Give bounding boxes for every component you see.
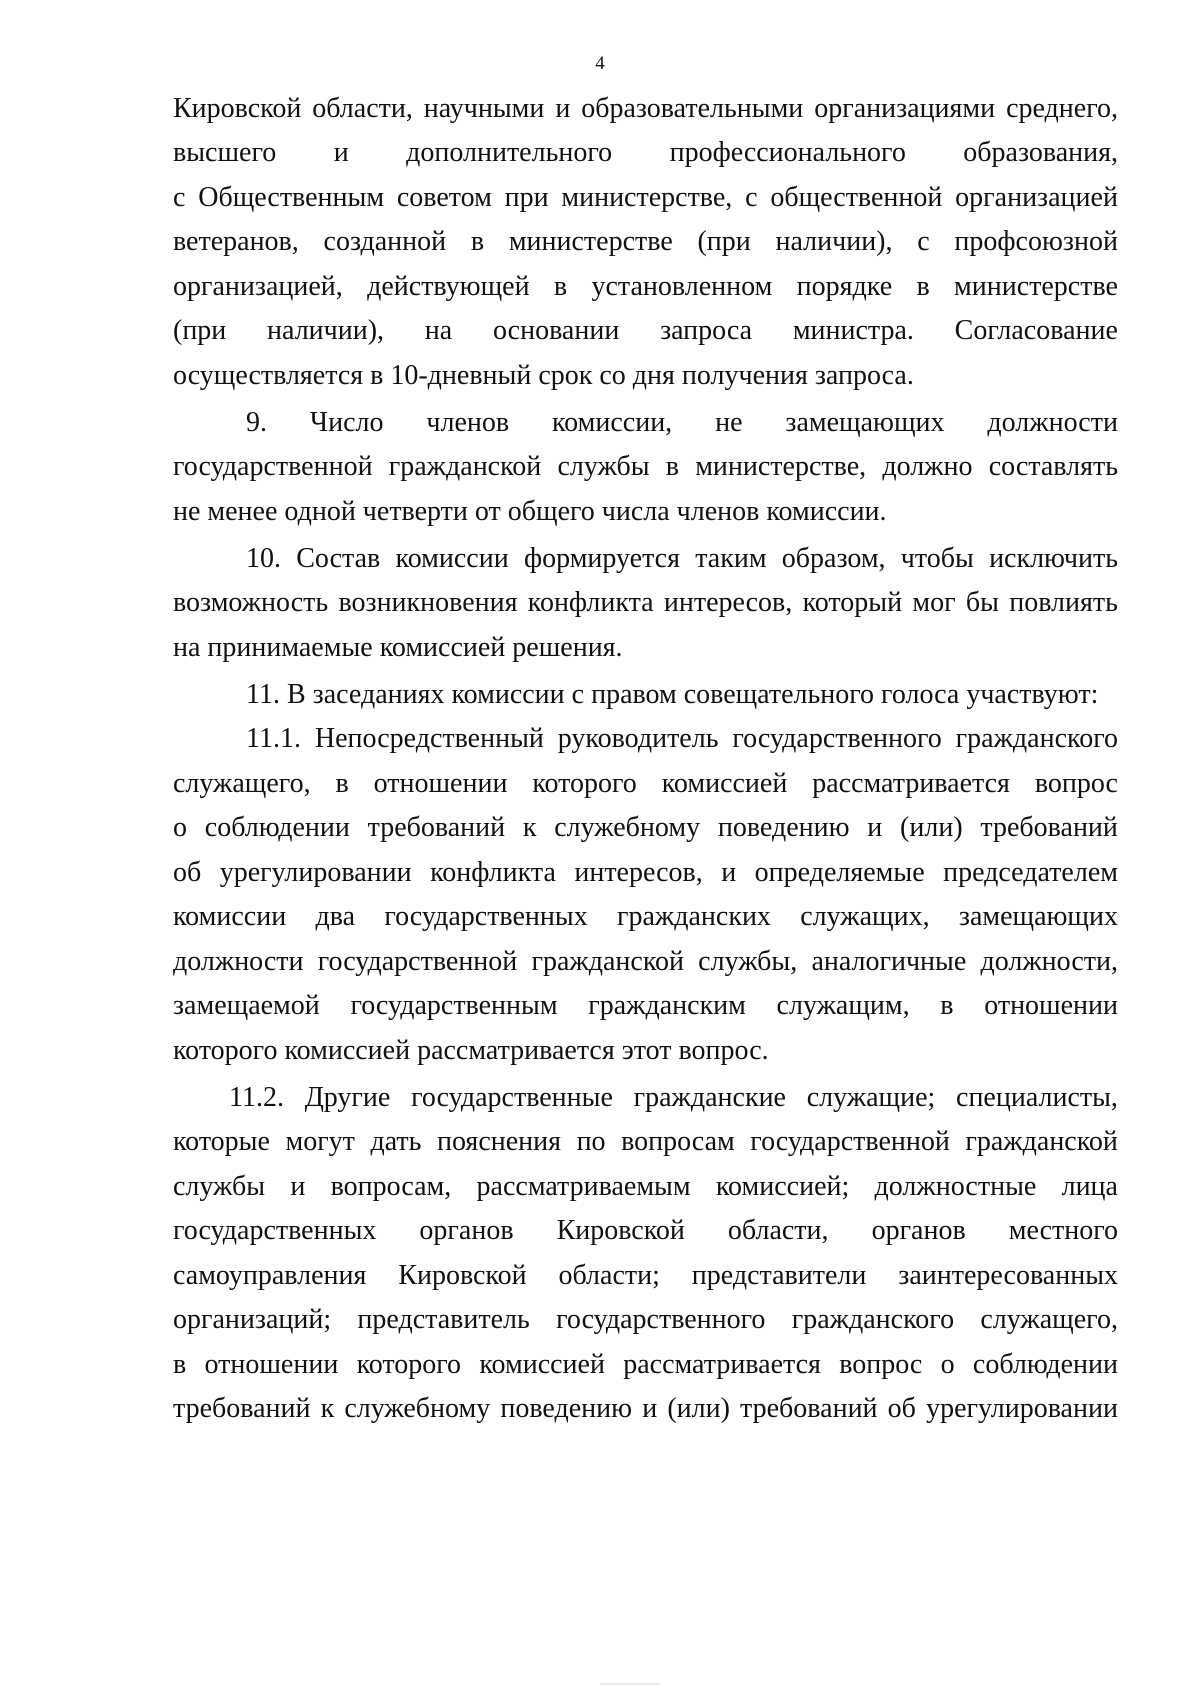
paragraph-11-line-1: 11. В заседаниях комиссии с правом совещательного голоса участвуют: bbox=[246, 679, 1099, 710]
paragraph-11-1-line-8: которого комиссией рассматривается этот вопрос. bbox=[173, 1035, 769, 1066]
word: и bbox=[555, 93, 571, 124]
word: замещающих bbox=[785, 407, 945, 438]
text-line-2 bbox=[173, 131, 1118, 175]
paragraph-11-2-line-2 bbox=[173, 1120, 1118, 1164]
word: в bbox=[470, 226, 485, 257]
word: 11.1. bbox=[246, 723, 301, 754]
word: области; bbox=[558, 1260, 660, 1291]
word: которые bbox=[173, 1126, 270, 1157]
word: аналогичные bbox=[811, 946, 967, 977]
paragraph-9-line-2 bbox=[173, 445, 1118, 489]
word: местного bbox=[1008, 1215, 1118, 1246]
word: пояснения bbox=[436, 1126, 562, 1157]
word: организациями bbox=[814, 93, 996, 124]
word: области, bbox=[312, 93, 413, 124]
word: высшего bbox=[173, 137, 277, 168]
word: урегулировании bbox=[219, 857, 412, 888]
word: Кировской bbox=[173, 93, 302, 124]
word: гражданской bbox=[388, 451, 542, 482]
word: и bbox=[290, 1171, 306, 1202]
word: государственной bbox=[173, 451, 373, 482]
word: Непосредственный bbox=[314, 723, 544, 754]
word: в bbox=[553, 271, 568, 302]
word: (при bbox=[173, 315, 227, 346]
word: советом bbox=[396, 182, 492, 213]
word: в bbox=[916, 271, 930, 302]
scan-artifact bbox=[600, 1683, 660, 1685]
word: профессионального bbox=[669, 137, 906, 168]
word: и bbox=[642, 1393, 658, 1424]
word: которого bbox=[356, 1349, 462, 1380]
paragraph-11-2-line-3 bbox=[173, 1165, 1118, 1209]
word: поведению bbox=[500, 1393, 633, 1424]
word: рассматриваемым bbox=[476, 1171, 691, 1202]
word: требований bbox=[367, 812, 506, 843]
word: служебному bbox=[554, 812, 701, 843]
word: служебному bbox=[344, 1393, 491, 1424]
word: министерстве bbox=[508, 226, 673, 257]
paragraph-11-2-line-6 bbox=[173, 1298, 1118, 1342]
word: созданной bbox=[323, 226, 447, 257]
paragraph-11-2-line-7 bbox=[173, 1343, 1118, 1387]
text-line-5 bbox=[173, 265, 1118, 309]
word: профсоюзной bbox=[954, 226, 1118, 257]
word: государственные bbox=[411, 1082, 613, 1113]
word: среднего, bbox=[1006, 93, 1118, 124]
paragraph-10-line-3: на принимаемые комиссией решения. bbox=[173, 632, 623, 663]
word: основании bbox=[492, 315, 620, 346]
text-line-1 bbox=[173, 87, 1118, 131]
word: о bbox=[940, 1349, 955, 1380]
word: бы bbox=[965, 587, 999, 618]
word: замещающих bbox=[958, 901, 1118, 932]
word: Кировской bbox=[556, 1215, 685, 1246]
word: поведению bbox=[717, 812, 850, 843]
word: урегулировании bbox=[926, 1393, 1118, 1424]
word: Число bbox=[309, 407, 384, 438]
paragraph-11-2-line-1 bbox=[229, 1076, 1118, 1120]
word: возможность bbox=[173, 587, 329, 618]
paragraph-9-line-3: не менее одной четверти от общего числа членов комиссии. bbox=[173, 496, 887, 527]
word: требований bbox=[980, 812, 1118, 843]
word: повлиять bbox=[1009, 587, 1118, 618]
word: комиссии, bbox=[552, 407, 673, 438]
word: мог bbox=[912, 587, 956, 618]
word: по bbox=[576, 1126, 606, 1157]
word: вопрос bbox=[839, 1349, 923, 1380]
word: порядке bbox=[796, 271, 893, 302]
word: службы, bbox=[698, 946, 798, 977]
word: заинтересованных bbox=[898, 1260, 1118, 1291]
word: и bbox=[867, 812, 883, 843]
word: службы bbox=[557, 451, 650, 482]
paragraph-11-1-line-5 bbox=[173, 895, 1118, 939]
word: 11.2. bbox=[229, 1082, 284, 1113]
word: Кировской bbox=[398, 1260, 527, 1291]
word: в bbox=[940, 990, 954, 1021]
word: об bbox=[173, 857, 202, 888]
paragraph-9-line-1 bbox=[246, 401, 1118, 445]
word: государственных bbox=[173, 1215, 377, 1246]
word: отношении bbox=[373, 768, 508, 799]
word: организацией bbox=[955, 182, 1118, 213]
word: комиссией bbox=[661, 768, 788, 799]
word: (при bbox=[697, 226, 751, 257]
word: комиссией; bbox=[715, 1171, 850, 1202]
paragraph-11-1-line-7 bbox=[173, 984, 1118, 1028]
word: наличии), bbox=[267, 315, 385, 346]
word: чтобы bbox=[900, 543, 974, 574]
word: дать bbox=[370, 1126, 422, 1157]
word: определяемые bbox=[754, 857, 925, 888]
word: возникновения bbox=[338, 587, 518, 618]
word: рассматривается bbox=[812, 768, 1010, 799]
word: гражданской bbox=[531, 946, 684, 977]
word: должности bbox=[173, 946, 304, 977]
word: вопросам, bbox=[330, 1171, 452, 1202]
word: к bbox=[320, 1393, 335, 1424]
word: таким bbox=[695, 543, 767, 574]
word: гражданским bbox=[588, 990, 746, 1021]
word: комиссии bbox=[173, 901, 287, 932]
word: служащего, bbox=[173, 768, 311, 799]
word: отношении bbox=[204, 1349, 339, 1380]
paragraph-11-2-line-8 bbox=[173, 1387, 1118, 1431]
word: исключить bbox=[989, 543, 1118, 574]
word: действующей bbox=[367, 271, 530, 302]
word: ветеранов, bbox=[173, 226, 299, 257]
word: государственных bbox=[384, 901, 588, 932]
word: гражданских bbox=[617, 901, 771, 932]
word: 10. bbox=[246, 543, 281, 574]
paragraph-11-1-line-1 bbox=[246, 717, 1118, 761]
word: дополнительного bbox=[406, 137, 613, 168]
word: Общественным bbox=[198, 182, 385, 213]
word: служащие; bbox=[806, 1082, 936, 1113]
word: организацией, bbox=[173, 271, 343, 302]
word: председателем bbox=[943, 857, 1118, 888]
word: установленном bbox=[591, 271, 773, 302]
word: гражданского bbox=[955, 723, 1118, 754]
word: членов bbox=[426, 407, 510, 438]
word: конфликта bbox=[430, 857, 556, 888]
word: государственным bbox=[350, 990, 558, 1021]
word: организаций; bbox=[173, 1304, 332, 1335]
word: об bbox=[887, 1393, 916, 1424]
text-line-6 bbox=[173, 309, 1118, 353]
word: с bbox=[745, 182, 758, 213]
word: который bbox=[802, 587, 903, 618]
word: гражданского bbox=[791, 1304, 955, 1335]
word: соблюдении bbox=[204, 812, 350, 843]
word: вопросам bbox=[621, 1126, 735, 1157]
word: лица bbox=[1061, 1171, 1118, 1202]
word: вопрос bbox=[1034, 768, 1118, 799]
word: соблюдении bbox=[972, 1349, 1118, 1380]
word: в bbox=[173, 1349, 187, 1380]
word: (или) bbox=[667, 1393, 730, 1424]
word: министерстве, bbox=[561, 182, 733, 213]
word: запроса bbox=[660, 315, 753, 346]
word: специалисты, bbox=[956, 1082, 1118, 1113]
paragraph-10-line-2 bbox=[173, 581, 1118, 625]
word: и bbox=[333, 137, 349, 168]
word: интересов, bbox=[574, 857, 703, 888]
word: наличии), bbox=[775, 226, 893, 257]
paragraph-11-1-line-2 bbox=[173, 762, 1118, 806]
word: государственного bbox=[556, 1304, 766, 1335]
word: не bbox=[715, 407, 743, 438]
word: интересов, bbox=[663, 587, 793, 618]
word: замещаемой bbox=[173, 990, 320, 1021]
word: гражданской bbox=[965, 1126, 1118, 1157]
word: области, bbox=[727, 1215, 829, 1246]
word: представитель bbox=[357, 1304, 530, 1335]
word: должно bbox=[882, 451, 973, 482]
text-line-7: осуществляется в 10-дневный срок со дня получения запроса. bbox=[173, 360, 914, 391]
page-number: 4 bbox=[595, 53, 605, 74]
word: составлять bbox=[988, 451, 1118, 482]
word: министерстве bbox=[954, 271, 1118, 302]
word: в bbox=[335, 768, 349, 799]
word: должностные bbox=[874, 1171, 1037, 1202]
word: требований bbox=[173, 1393, 311, 1424]
word: должности, bbox=[980, 946, 1118, 977]
word: руководитель bbox=[557, 723, 719, 754]
word: государственного bbox=[732, 723, 942, 754]
word: конфликта bbox=[527, 587, 654, 618]
word: образовательными bbox=[581, 93, 804, 124]
paragraph-11-2-line-4 bbox=[173, 1209, 1118, 1253]
word: комиссией bbox=[479, 1349, 605, 1380]
text-line-4 bbox=[173, 220, 1118, 264]
word: служащих, bbox=[800, 901, 930, 932]
word: и bbox=[721, 857, 737, 888]
word: органов bbox=[419, 1215, 514, 1246]
word: министерстве, bbox=[695, 451, 867, 482]
word: государственной bbox=[750, 1126, 950, 1157]
word: общественной bbox=[770, 182, 943, 213]
paragraph-11-1-line-4 bbox=[173, 851, 1118, 895]
word: на bbox=[424, 315, 453, 346]
word: которого bbox=[532, 768, 637, 799]
word: в bbox=[665, 451, 679, 482]
paragraph-11-1-line-6 bbox=[173, 940, 1118, 984]
word: государственной bbox=[317, 946, 518, 977]
word: научными bbox=[423, 93, 545, 124]
word: требований bbox=[740, 1393, 878, 1424]
word: службы bbox=[173, 1171, 266, 1202]
word: к bbox=[522, 812, 537, 843]
word: Другие bbox=[304, 1082, 391, 1113]
text-line-3 bbox=[173, 176, 1118, 220]
word: должности bbox=[987, 407, 1118, 438]
word: служащим, bbox=[776, 990, 910, 1021]
word: самоуправления bbox=[173, 1260, 367, 1291]
word: с bbox=[173, 182, 186, 213]
word: органов bbox=[871, 1215, 966, 1246]
word: (или) bbox=[900, 812, 963, 843]
word: два bbox=[315, 901, 356, 932]
word: Состав bbox=[296, 543, 381, 574]
word: образом, bbox=[781, 543, 886, 574]
word: комиссии bbox=[395, 543, 509, 574]
word: при bbox=[504, 182, 549, 213]
paragraph-11-1-line-3 bbox=[173, 806, 1118, 850]
word: образования, bbox=[963, 137, 1118, 168]
word: гражданские bbox=[633, 1082, 786, 1113]
word: министра. bbox=[792, 315, 914, 346]
word: о bbox=[173, 812, 187, 843]
word: отношении bbox=[984, 990, 1118, 1021]
word: 9. bbox=[246, 407, 267, 438]
paragraph-11-2-line-5 bbox=[173, 1254, 1118, 1298]
word: с bbox=[917, 226, 930, 257]
word: служащего, bbox=[980, 1304, 1118, 1335]
word: рассматривается bbox=[623, 1349, 821, 1380]
word: Согласование bbox=[954, 315, 1118, 346]
word: могут bbox=[285, 1126, 355, 1157]
paragraph-10-line-1 bbox=[246, 537, 1118, 581]
word: формируется bbox=[523, 543, 680, 574]
word: представители bbox=[691, 1260, 867, 1291]
